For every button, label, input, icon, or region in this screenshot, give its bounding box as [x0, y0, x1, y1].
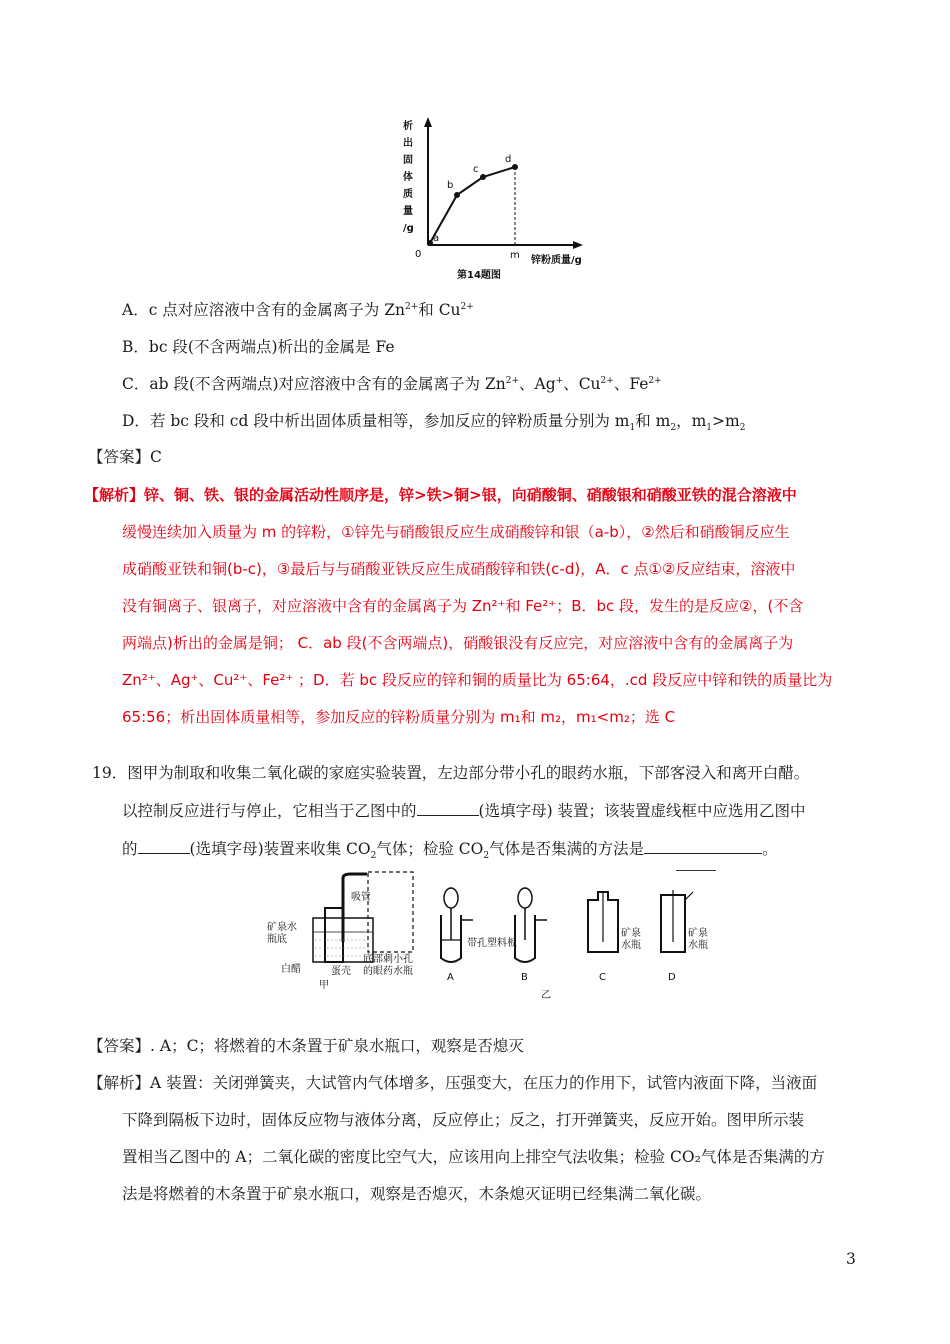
svg-text:蛋壳: 蛋壳 — [331, 966, 351, 977]
svg-text:甲: 甲 — [319, 980, 329, 991]
apparatus-c — [588, 892, 641, 983]
dashed-collection-box — [368, 872, 413, 952]
apparatus-a — [441, 888, 517, 983]
svg-text:D: D — [668, 972, 676, 983]
point-c — [480, 174, 486, 180]
svg-text:水瓶: 水瓶 — [688, 940, 708, 951]
option-b: B．bc 段(不含两端点)析出的金属是 Fe — [122, 338, 395, 356]
y-axis-label-char: 质 — [403, 189, 413, 200]
analysis-1-line-1: 【解析】锌、铜、铁、银的金属活动性顺序是，锌>铁>铜>银，向硝酸铜、硝酸银和硝酸亚铁的混合溶液中 — [84, 486, 797, 504]
q19-line-3: 的 (选填字母)装置来收集 $CO_2$气体；检验 $CO_2$气体是否集满的方法是 。 — [122, 840, 778, 862]
option-a: A．c 点对应溶液中含有的金属离子为 $Zn^{2+}$和 $Cu^{2+}$ — [122, 301, 474, 319]
svg-text:B: B — [521, 972, 528, 983]
apparatus-yi-caption: 乙 — [541, 990, 551, 1001]
analysis-2-line-3: 置相当乙图中的 A；二氧化碳的密度比空气大，应该用向上排空气法收集；检验 CO₂气体是否集满的方 — [122, 1148, 825, 1166]
svg-text:的眼药水瓶: 的眼药水瓶 — [363, 966, 413, 977]
option-d: D．若 bc 段和 cd 段中析出固体质量相等，参加反应的锌粉质量分别为 $m_1$和 $m_2$，$m_1>m_2$ — [122, 412, 746, 434]
svg-text:矿泉: 矿泉 — [688, 928, 708, 939]
answer-blank-2[interactable] — [138, 839, 190, 854]
analysis-1-line-5: 两端点)析出的金属是铜； C．ab 段(不含两端点)，硝酸银没有反应完，对应溶液中含有的金属离子为 — [122, 634, 794, 652]
svg-text:C: C — [599, 972, 606, 983]
analysis-2-line-2: 下降到隔板下边时，固体反应物与液体分离，反应停止；反之，打开弹簧夹，反应开始。图甲所示装 — [122, 1111, 805, 1129]
origin-label: 0 — [415, 249, 422, 260]
svg-text:吸管: 吸管 — [351, 892, 371, 903]
svg-text:底部刺小孔: 底部刺小孔 — [363, 954, 413, 965]
analysis-1-line-4: 没有铜离子、银离子，对应溶液中含有的金属离子为 Zn²⁺和 Fe²⁺；B．bc 段，发生的是反应②，(不含 — [122, 597, 804, 615]
answer-1: 【答案】C — [88, 448, 162, 466]
label-d: d — [505, 154, 512, 165]
analysis-1-line-7: 65:56；析出固体质量相等，参加反应的锌粉质量分别为 m₁和 m₂，m₁<m₂；选 C — [122, 708, 676, 726]
page-number: 3 — [846, 1250, 856, 1268]
apparatus-jia — [267, 872, 413, 991]
y-axis-label-char: 量 — [403, 206, 413, 217]
apparatus-d — [661, 890, 708, 983]
answer-2: 【答案】. A；C；将燃着的木条置于矿泉水瓶口，观察是否熄灭 — [88, 1037, 524, 1055]
x-mark-m: m — [510, 250, 520, 261]
analysis-1-line-6: Zn²⁺、Ag⁺、Cu²⁺、Fe²⁺ ；D．若 bc 段反应的锌和铜的质量比为 65:64，.cd 段反应中锌和铁的质量比为 — [122, 671, 833, 689]
svg-text:矿泉: 矿泉 — [621, 928, 641, 939]
label-b: b — [447, 180, 454, 191]
y-axis-label-char: 体 — [403, 172, 413, 183]
q19-line-1: 19．图甲为制取和收集二氧化碳的家庭实验装置，左边部分带小孔的眼药水瓶，下部客浸入和离开白醋。 — [92, 764, 810, 782]
svg-text:水瓶: 水瓶 — [621, 940, 641, 951]
graph-svg — [395, 115, 595, 295]
analysis-2-line-4: 法是将燃着的木条置于矿泉水瓶口，观察是否熄灭，木条熄灭证明已经集满二氧化碳。 — [122, 1185, 712, 1203]
apparatus-svg — [255, 870, 715, 1005]
label-a: a — [433, 233, 440, 244]
label-c: c — [473, 164, 479, 175]
y-axis-label-char: 固 — [403, 155, 413, 166]
svg-text:矿泉水: 矿泉水 — [267, 922, 297, 933]
apparatus-figure — [255, 870, 715, 1005]
analysis-2-line-1: 【解析】A 装置：关闭弹簧夹，大试管内气体增多，压强变大，在压力的作用下，试管内液面下降，当液面 — [88, 1074, 818, 1092]
y-axis-arrow-icon — [424, 117, 432, 127]
answer-blank-3[interactable] — [644, 839, 762, 854]
y-axis-label-char: 出 — [403, 138, 413, 149]
analysis-1-line-2: 缓慢连续加入质量为 m 的锌粉，①锌先与硝酸银反应生成硝酸锌和银（a-b），②然后和硝酸铜反应生 — [122, 523, 790, 541]
question-14-graph — [395, 115, 595, 295]
svg-text:A: A — [447, 972, 454, 983]
x-axis-arrow-icon — [573, 241, 583, 249]
point-d — [512, 164, 518, 170]
option-c: C．ab 段(不含两端点)对应溶液中含有的金属离子为 $Zn^{2+}$、Ag+、$Cu^{2+}$、$Fe^{2+}$ — [122, 375, 662, 393]
graph-caption: 第14题图 — [457, 270, 501, 281]
svg-text:瓶底: 瓶底 — [267, 934, 287, 945]
y-axis-label-char: /g — [403, 223, 414, 234]
svg-text:带孔塑料板: 带孔塑料板 — [467, 938, 517, 949]
answer-blank-1[interactable] — [417, 801, 479, 816]
x-axis-label: 锌粉质量/g — [531, 255, 582, 266]
analysis-1-line-3: 成硝酸亚铁和铜(b-c)，③最后与与硝酸亚铁反应生成硝酸锌和铁(c-d)，A．c 点①②反应结束，溶液中 — [122, 560, 796, 578]
y-axis-label-char: 析 — [403, 121, 413, 132]
q19-line-2: 以控制反应进行与停止，它相当于乙图中的 (选填字母) 装置；该装置虚线框中应选用乙图中 — [122, 802, 806, 820]
svg-text:白醋: 白醋 — [281, 964, 301, 975]
apparatus-b — [515, 888, 547, 983]
eyedrop-bottle — [325, 908, 343, 962]
graph-curve — [430, 167, 515, 243]
point-b — [454, 192, 460, 198]
